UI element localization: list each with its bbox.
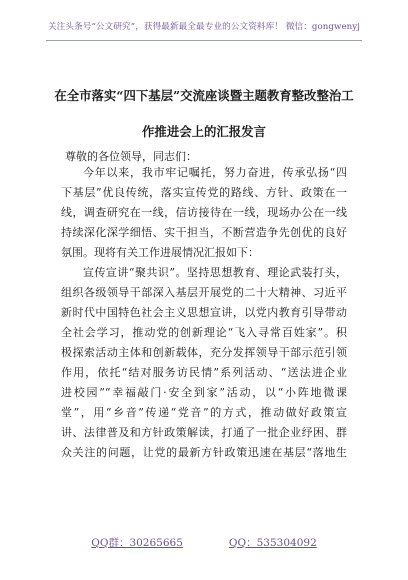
paragraph-line: 氛围。现将有关工作进展情况汇报如下： — [61, 246, 259, 259]
paragraph-line: 今年以来，我市牢记嘱托，努力奋进，传承弘扬“四 — [83, 166, 347, 179]
footer-qq: QQ：535304092 — [228, 537, 317, 549]
paragraph-line: 进校园”“幸福敲门·安全到家”活动，以“小阵地微课 — [61, 386, 347, 399]
paragraph-line: 讲、法律普及和方针政策解读，打通了一批企业纾困、群 — [61, 426, 347, 439]
paragraph-line: 持续深化深学细悟、实干担当，不断营造争先创优的良好 — [61, 226, 347, 239]
footer-qq-group: QQ群：30265665 — [91, 537, 183, 549]
salutation: 尊敬的各位领导，同志们： — [65, 150, 197, 163]
paragraph-line: 宣传宣讲“聚共识”。坚持思想教育、理论武装打头， — [83, 266, 347, 279]
header-divider — [46, 40, 362, 41]
paragraph-line: 全社会学习，推动党的创新理论“飞入寻常百姓家”。积 — [61, 326, 347, 339]
header-note: 关注头条号“公文研究”，获得最新最全最专业的公文资料库！ 微信：gongwenyj — [47, 22, 361, 32]
document-title-line-1: 在全市落实“四下基层”交流座谈暨主题教育整改整治工 — [54, 88, 354, 103]
paragraph-line: 组织各级领导干部深入基层开展党的二十大精神、习近平 — [61, 286, 347, 299]
footer-contact — [0, 535, 408, 550]
paragraph-line: 堂”，用“乡音”传递“党音”的方式，推动做好政策宣 — [61, 406, 347, 419]
paragraph-line: 作用，依托“结对服务访民情”系列活动、“送法进企业 — [61, 366, 347, 379]
body-paragraph-1 — [61, 163, 347, 263]
paragraph-line: 众关注的问题，让党的最新方针政策迅速在基层“落地生 — [61, 446, 347, 459]
paragraph-line: 极探索活动主体和创新载体，充分发挥领导干部示范引领 — [61, 346, 347, 359]
paragraph-line: 新时代中国特色社会主义思想宣讲，以党内教育引导带动 — [61, 306, 347, 319]
document-title-line-2: 作推进会上的汇报发言 — [142, 124, 266, 139]
paragraph-line: 下基层”优良传统，落实宣传党的路线、方针、政策在一 — [61, 186, 347, 199]
body-paragraph-2 — [61, 263, 347, 463]
paragraph-line: 线，调查研究在一线，信访接待在一线，现场办公在一线 — [61, 206, 347, 219]
